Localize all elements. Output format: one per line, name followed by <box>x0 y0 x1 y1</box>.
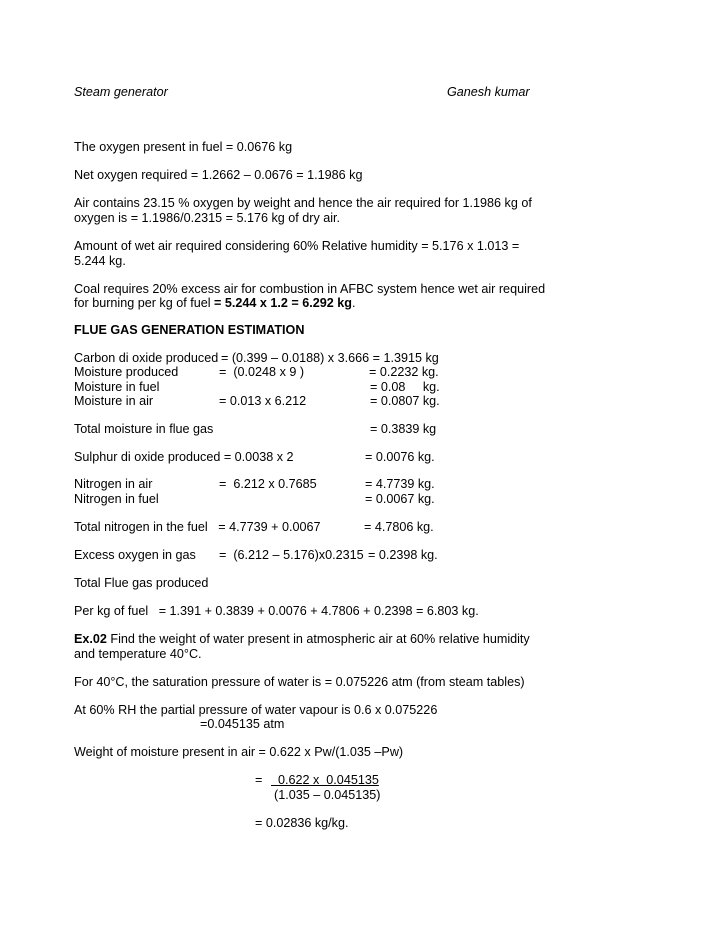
co2-expression: = (0.399 – 0.0188) x 3.666 = 1.3915 kg <box>221 351 439 365</box>
nitrogen-in-air-value: = 4.7739 kg. <box>365 477 435 491</box>
header-left: Steam generator <box>74 85 168 99</box>
co2-label: Carbon di oxide produced <box>74 351 219 365</box>
net-oxygen-line: Net oxygen required = 1.2662 – 0.0676 = 1.1986 kg <box>74 168 363 182</box>
moisture-in-air-label: Moisture in air <box>74 394 154 408</box>
coal-excess-air-line-2 <box>74 296 355 311</box>
example-label: Ex.02 <box>74 632 107 646</box>
total-nitrogen-label: Total nitrogen in the fuel = 4.7739 + 0.0067 <box>74 520 321 534</box>
example-text: Find the weight of water present in atmospheric air at 60% relative humidity <box>106 632 530 646</box>
saturation-pressure-line: For 40°C, the saturation pressure of water is = 0.075226 atm (from steam tables) <box>74 675 525 689</box>
moisture-in-fuel-label: Moisture in fuel <box>74 380 160 394</box>
partial-pressure-line-1: At 60% RH the partial pressure of water vapour is 0.6 x 0.075226 <box>74 703 438 717</box>
excess-oxygen-value: = 0.2398 kg. <box>368 548 438 562</box>
wet-air-line-2: 5.244 kg. <box>74 254 126 268</box>
coal-excess-air-line-1: Coal requires 20% excess air for combustion in AFBC system hence wet air required <box>74 282 546 296</box>
moisture-produced-value: = 0.2232 kg. <box>369 365 439 379</box>
wet-air-line-1: Amount of wet air required considering 60% Relative humidity = 5.176 x 1.013 = <box>74 239 520 253</box>
header-right: Ganesh kumar <box>447 85 530 99</box>
moisture-in-air-expression: = 0.013 x 6.212 <box>219 394 307 408</box>
moisture-produced-label: Moisture produced <box>74 365 179 379</box>
air-contains-line-2: oxygen is = 1.1986/0.2315 = 5.176 kg of dry air. <box>74 211 341 225</box>
moisture-in-fuel-value: = 0.08 kg. <box>370 380 440 394</box>
moisture-produced-expression: = (0.0248 x 9 ) <box>219 365 305 379</box>
per-kg-fuel-line: Per kg of fuel = 1.391 + 0.3839 + 0.0076 + 4.7806 + 0.2398 = 6.803 kg. <box>74 604 479 618</box>
excess-oxygen-expression: = (6.212 – 5.176)x0.2315 <box>219 548 364 562</box>
so2-value: = 0.0076 kg. <box>365 450 435 464</box>
air-contains-line-1: Air contains 23.15 % oxygen by weight and hence the air required for 1.1986 kg of <box>74 196 532 210</box>
coal-excess-air-result: = 5.244 x 1.2 = 6.292 kg <box>214 296 352 310</box>
oxygen-in-fuel-line: The oxygen present in fuel = 0.0676 kg <box>74 140 293 154</box>
total-flue-gas-label: Total Flue gas produced <box>74 576 209 590</box>
total-moisture-label: Total moisture in flue gas <box>74 422 214 436</box>
fraction-denominator: (1.035 – 0.045135) <box>274 788 381 802</box>
total-nitrogen-value: = 4.7806 kg. <box>364 520 434 534</box>
fraction-equals: = <box>255 773 263 787</box>
moisture-in-air-value: = 0.0807 kg. <box>370 394 440 408</box>
so2-label: Sulphur di oxide produced = 0.0038 x 2 <box>74 450 294 464</box>
weight-moisture-line: Weight of moisture present in air = 0.622 x Pw/(1.035 –Pw) <box>74 745 404 759</box>
excess-oxygen-label: Excess oxygen in gas <box>74 548 196 562</box>
coal-excess-air-period: . <box>351 296 356 310</box>
example-line-2: and temperature 40°C. <box>74 647 202 661</box>
partial-pressure-line-2: =0.045135 atm <box>200 717 285 731</box>
nitrogen-in-fuel-value: = 0.0067 kg. <box>365 492 435 506</box>
coal-excess-air-text: for burning per kg of fuel <box>74 296 215 310</box>
section-heading: FLUE GAS GENERATION ESTIMATION <box>74 323 305 337</box>
fraction-numerator: 0.622 x 0.045135 <box>271 773 379 787</box>
final-result: = 0.02836 kg/kg. <box>255 816 349 830</box>
nitrogen-in-fuel-label: Nitrogen in fuel <box>74 492 159 506</box>
nitrogen-in-air-label: Nitrogen in air <box>74 477 153 491</box>
nitrogen-in-air-expression: = 6.212 x 0.7685 <box>219 477 317 491</box>
total-moisture-value: = 0.3839 kg <box>370 422 437 436</box>
example-line-1 <box>74 632 530 647</box>
